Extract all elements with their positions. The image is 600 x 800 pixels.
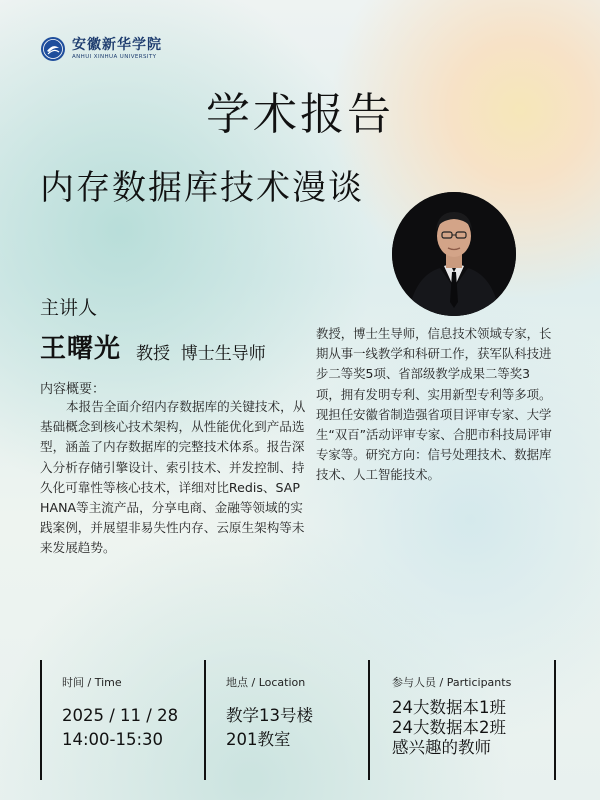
- university-logo: [40, 36, 162, 62]
- speaker-name: 王曙光: [40, 334, 122, 364]
- participants-label: 参与人员 / Participants: [392, 676, 512, 689]
- time-column: [62, 674, 178, 750]
- content-body: 本报告全面介绍内存数据库的关键技术，从基础概念到核心技术架构，从性能优化到产品选型，涵盖了内存数据库的完整技术体系。报告深入分析存储引擎设计、索引技术、并发控制、持久化可靠性等核心技术，详细对比Redis、SAP HANA等主流产品，分享电商、金融等领域的实践案例，并展望非易失性内存、云原生架构等未来发展趋势。: [40, 399, 306, 556]
- divider: [40, 660, 42, 780]
- location-building: 教学13号楼: [226, 706, 313, 725]
- logo-name-cn: 安徽新华学院: [72, 37, 162, 53]
- event-info: [40, 660, 556, 780]
- divider: [368, 660, 370, 780]
- speaker-title: 教授 博士生导师: [136, 344, 266, 364]
- speaker-bio: 教授，博士生导师，信息技术领域专家，长期从事一线教学和科研工作，获军队科技进步二等奖5项、省部级教学成果二等奖3 项，拥有发明专利、实用新型专利等多项。现担任安徽省制造强省项目评审专家、大学生“双百”活动评审专家、合肥市科技局评审专家等。研究方向：信号处理技术、数据库技术、人工智能技术。: [316, 326, 552, 483]
- participants-line: 感兴趣的教师: [392, 738, 491, 757]
- speaker-label: 主讲人: [40, 297, 98, 319]
- location-label: 地点 / Location: [226, 676, 306, 689]
- event-hours: 14:00-15:30: [62, 730, 164, 749]
- event-date: 2025 / 11 / 28: [62, 706, 179, 725]
- university-seal-icon: [40, 36, 66, 62]
- location-room: 201教室: [226, 730, 291, 749]
- participants-line: 24大数据本1班: [392, 698, 506, 717]
- participants-line: 24大数据本2班: [392, 718, 506, 737]
- participants-column: [392, 674, 511, 758]
- speaker-photo: [392, 192, 516, 316]
- time-label: 时间 / Time: [62, 676, 122, 689]
- content-heading: 内容概要：: [40, 382, 106, 397]
- divider: [554, 660, 556, 780]
- divider: [204, 660, 206, 780]
- page-title: 学术报告: [206, 89, 394, 140]
- report-subtitle: 内存数据库技术漫谈: [40, 168, 364, 208]
- logo-name-en: ANHUI XINHUA UNIVERSITY: [72, 54, 157, 60]
- location-column: [226, 674, 313, 750]
